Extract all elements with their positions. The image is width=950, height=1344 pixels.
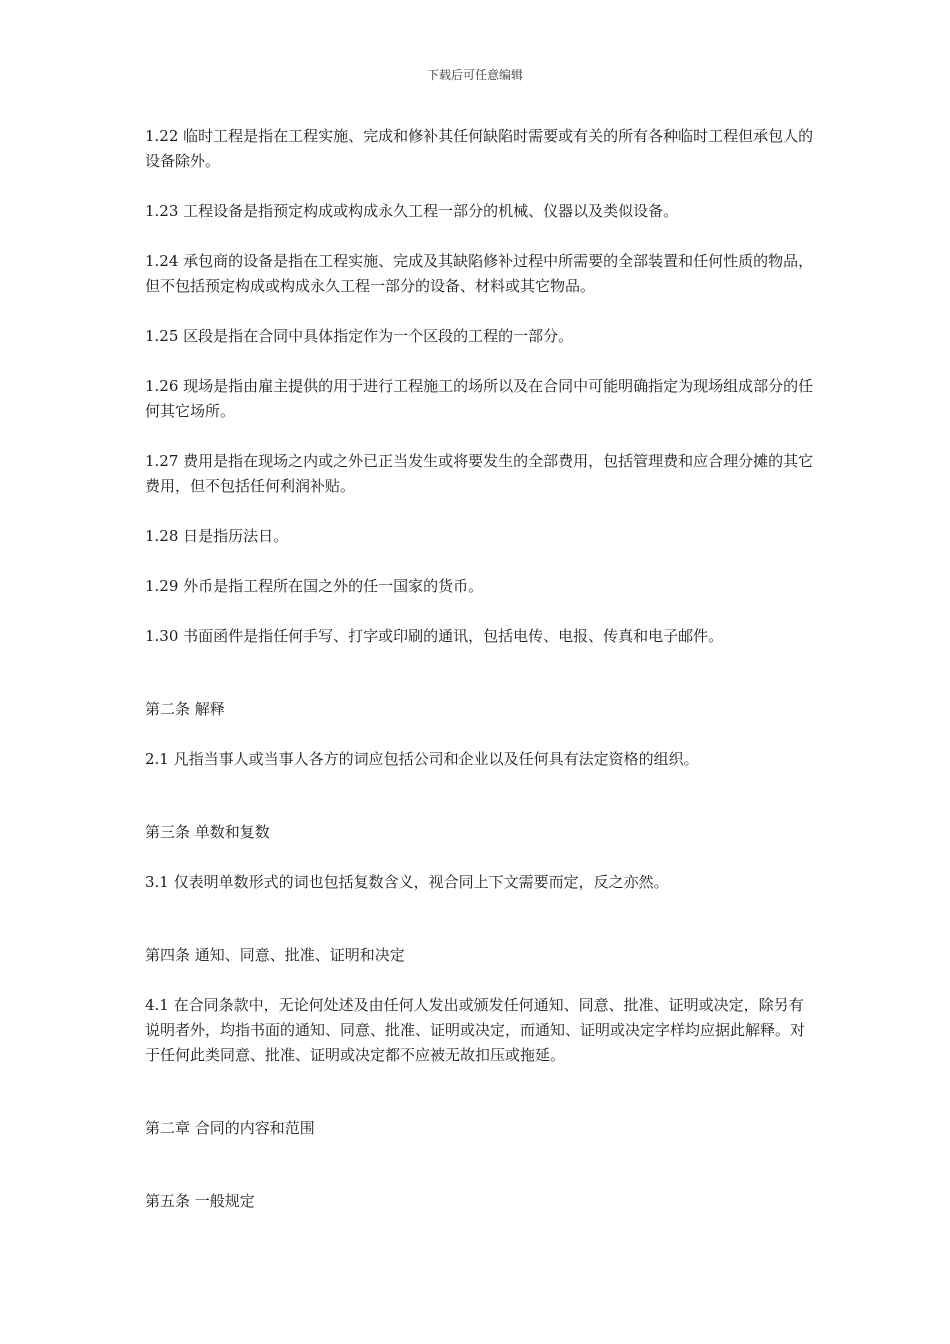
document-body xyxy=(145,124,815,1214)
clause-1-22: 1.22 临时工程是指在工程实施、完成和修补其任何缺陷时需要或有关的所有各种临时工程但承包人的设备除外。 xyxy=(145,127,814,170)
clause-1-28: 1.28 日是指历法日。 xyxy=(145,527,289,545)
clause-3-1: 3.1 仅表明单数形式的词也包括复数含义，视合同上下文需要而定，反之亦然。 xyxy=(145,873,669,891)
article-2-heading: 第二条 解释 xyxy=(145,700,225,718)
clause-2-1: 2.1 凡指当事人或当事人各方的词应包括公司和企业以及任何具有法定资格的组织。 xyxy=(145,750,699,768)
article-5-heading: 第五条 一般规定 xyxy=(145,1192,255,1210)
clause-1-30: 1.30 书面函件是指任何手写、打字或印刷的通讯，包括电传、电报、传真和电子邮件。 xyxy=(145,627,724,645)
clause-4-1: 4.1 在合同条款中，无论何处述及由任何人发出或颁发任何通知、同意、批准、证明或决定，除另有说明者外，均指书面的通知、同意、批准、证明或决定，而通知、证明或决定字样均应据此解释。对于任何此类同意、批准、证明或决定都不应被无故扣压或拖延。 xyxy=(145,996,806,1064)
article-4-heading: 第四条 通知、同意、批准、证明和决定 xyxy=(145,946,405,964)
clause-1-27: 1.27 费用是指在现场之内或之外已正当发生或将要发生的全部费用，包括管理费和应合理分摊的其它费用，但不包括任何利润补贴。 xyxy=(145,452,814,495)
article-3-heading: 第三条 单数和复数 xyxy=(145,823,270,841)
clause-1-25: 1.25 区段是指在合同中具体指定作为一个区段的工程的一部分。 xyxy=(145,327,574,345)
clause-1-24: 1.24 承包商的设备是指在工程实施、完成及其缺陷修补过程中所需要的全部装置和任何性质的物品，但不包括预定构成或构成永久工程一部分的设备、材料或其它物品。 xyxy=(145,252,814,295)
page-header: 下载后可任意编辑 xyxy=(426,68,523,82)
clause-1-29: 1.29 外币是指工程所在国之外的任一国家的货币。 xyxy=(145,577,484,595)
clause-1-23: 1.23 工程设备是指预定构成或构成永久工程一部分的机械、仪器以及类似设备。 xyxy=(145,202,679,220)
clause-1-26: 1.26 现场是指由雇主提供的用于进行工程施工的场所以及在合同中可能明确指定为现场组成部分的任何其它场所。 xyxy=(145,377,814,420)
chapter-2-heading: 第二章 合同的内容和范围 xyxy=(145,1119,315,1137)
